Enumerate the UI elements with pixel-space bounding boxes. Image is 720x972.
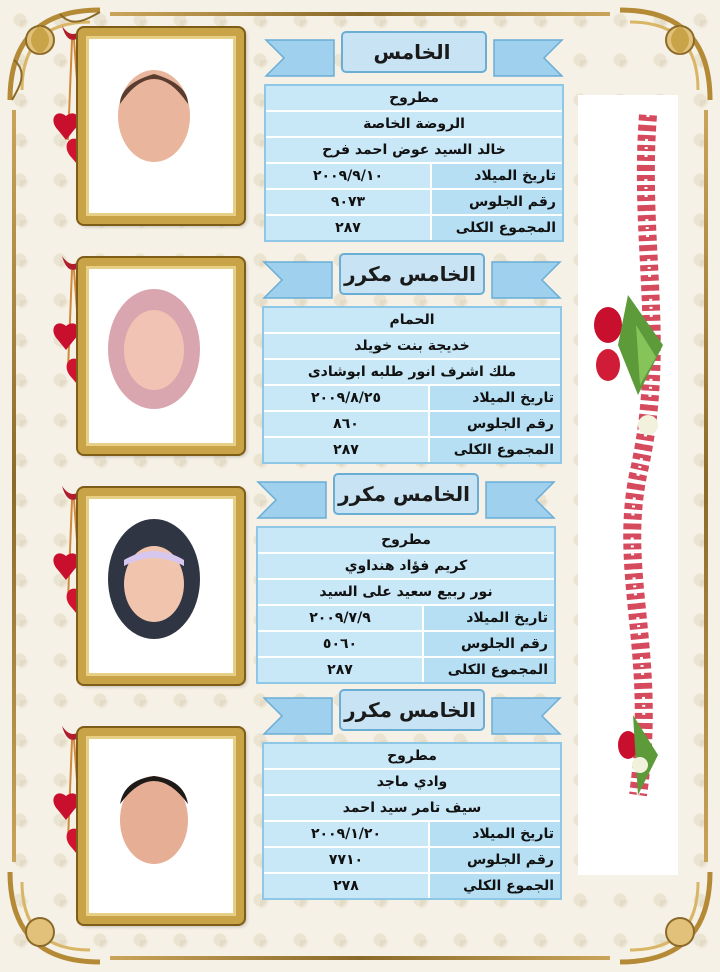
total-label: المجموع الكلى bbox=[430, 216, 562, 240]
birth-row bbox=[258, 606, 554, 632]
student-photo-card-4 bbox=[48, 720, 238, 925]
student-info-table bbox=[264, 84, 564, 242]
birth-value: ٢٠٠٩/١/٢٠ bbox=[264, 822, 428, 846]
gold-photo-frame bbox=[78, 488, 244, 684]
birth-value: ٢٠٠٩/٧/٩ bbox=[258, 606, 422, 630]
total-value: ٢٨٧ bbox=[264, 438, 428, 462]
student-card-3 bbox=[256, 472, 556, 684]
grade-ribbon bbox=[262, 252, 562, 302]
decorative-side-panel bbox=[578, 95, 678, 875]
student-name: سيف تامر سيد احمد bbox=[264, 796, 560, 822]
birth-label: تاريخ الميلاد bbox=[428, 386, 560, 410]
seat-row bbox=[266, 190, 562, 216]
total-row bbox=[258, 658, 554, 682]
seat-label: رقم الجلوس bbox=[428, 848, 560, 872]
total-label: الجموع الكلي bbox=[428, 874, 560, 898]
seat-label: رقم الجلوس bbox=[430, 190, 562, 214]
border-top bbox=[110, 12, 610, 16]
ornament-corner-bottom-right bbox=[600, 862, 720, 972]
student-card-2 bbox=[262, 252, 562, 464]
ribbon-flower-decoration bbox=[578, 95, 678, 875]
border-left bbox=[12, 110, 16, 862]
student-photo-card-2 bbox=[48, 250, 238, 455]
region-text: الحمام bbox=[264, 308, 560, 334]
ornament-corner-top-right bbox=[600, 0, 720, 110]
gold-photo-frame bbox=[78, 28, 244, 224]
student-info-table bbox=[262, 306, 562, 464]
student-photo-card-3 bbox=[48, 480, 238, 685]
seat-value: ٥٠٦٠ bbox=[258, 632, 422, 656]
student-photo bbox=[104, 54, 204, 184]
total-row bbox=[266, 216, 562, 240]
student-name: نور ربيع سعيد على السيد bbox=[258, 580, 554, 606]
seat-row bbox=[264, 412, 560, 438]
student-photo bbox=[104, 514, 204, 644]
student-photo bbox=[104, 284, 204, 414]
student-card-1 bbox=[264, 30, 564, 242]
birth-label: تاريخ الميلاد bbox=[428, 822, 560, 846]
total-row bbox=[264, 874, 560, 898]
student-name: خالد السيد عوض احمد فرح bbox=[266, 138, 562, 164]
student-info-table bbox=[256, 526, 556, 684]
school-text: خديجة بنت خويلد bbox=[264, 334, 560, 360]
seat-value: ٨٦٠ bbox=[264, 412, 428, 436]
total-value: ٢٨٧ bbox=[258, 658, 422, 682]
birth-row bbox=[264, 822, 560, 848]
region-text: مطروح bbox=[266, 86, 562, 112]
grade-ribbon bbox=[264, 30, 564, 80]
seat-label: رقم الجلوس bbox=[422, 632, 554, 656]
student-name: ملك اشرف انور طلبه ابوشادى bbox=[264, 360, 560, 386]
total-value: ٢٧٨ bbox=[264, 874, 428, 898]
grade-ribbon bbox=[256, 472, 556, 522]
student-photo bbox=[104, 754, 204, 884]
birth-label: تاريخ الميلاد bbox=[430, 164, 562, 188]
seat-row bbox=[258, 632, 554, 658]
seat-value: ٩٠٧٣ bbox=[266, 190, 430, 214]
seat-label: رقم الجلوس bbox=[428, 412, 560, 436]
seat-row bbox=[264, 848, 560, 874]
border-bottom bbox=[110, 956, 610, 960]
birth-label: تاريخ الميلاد bbox=[422, 606, 554, 630]
gold-photo-frame bbox=[78, 258, 244, 454]
grade-label: الخامس مكرر bbox=[344, 698, 476, 722]
grade-label: الخامس مكرر bbox=[344, 262, 476, 286]
birth-value: ٢٠٠٩/٩/١٠ bbox=[266, 164, 430, 188]
grade-ribbon bbox=[262, 688, 562, 738]
grade-label: الخامس مكرر bbox=[338, 482, 470, 506]
school-text: الروضة الخاصة bbox=[266, 112, 562, 138]
seat-value: ٧٧١٠ bbox=[264, 848, 428, 872]
birth-value: ٢٠٠٩/٨/٢٥ bbox=[264, 386, 428, 410]
gold-photo-frame bbox=[78, 728, 244, 924]
total-value: ٢٨٧ bbox=[266, 216, 430, 240]
birth-row bbox=[264, 386, 560, 412]
school-text: وادي ماجد bbox=[264, 770, 560, 796]
school-text: كريم فؤاد هنداوي bbox=[258, 554, 554, 580]
birth-row bbox=[266, 164, 562, 190]
student-card-4 bbox=[262, 688, 562, 900]
border-right bbox=[704, 110, 708, 862]
student-info-table bbox=[262, 742, 562, 900]
region-text: مطروح bbox=[264, 744, 560, 770]
region-text: مطروح bbox=[258, 528, 554, 554]
total-row bbox=[264, 438, 560, 462]
student-photo-card-1 bbox=[48, 20, 238, 225]
total-label: المجموع الكلى bbox=[422, 658, 554, 682]
grade-label: الخامس bbox=[373, 40, 451, 64]
total-label: المجموع الكلى bbox=[428, 438, 560, 462]
